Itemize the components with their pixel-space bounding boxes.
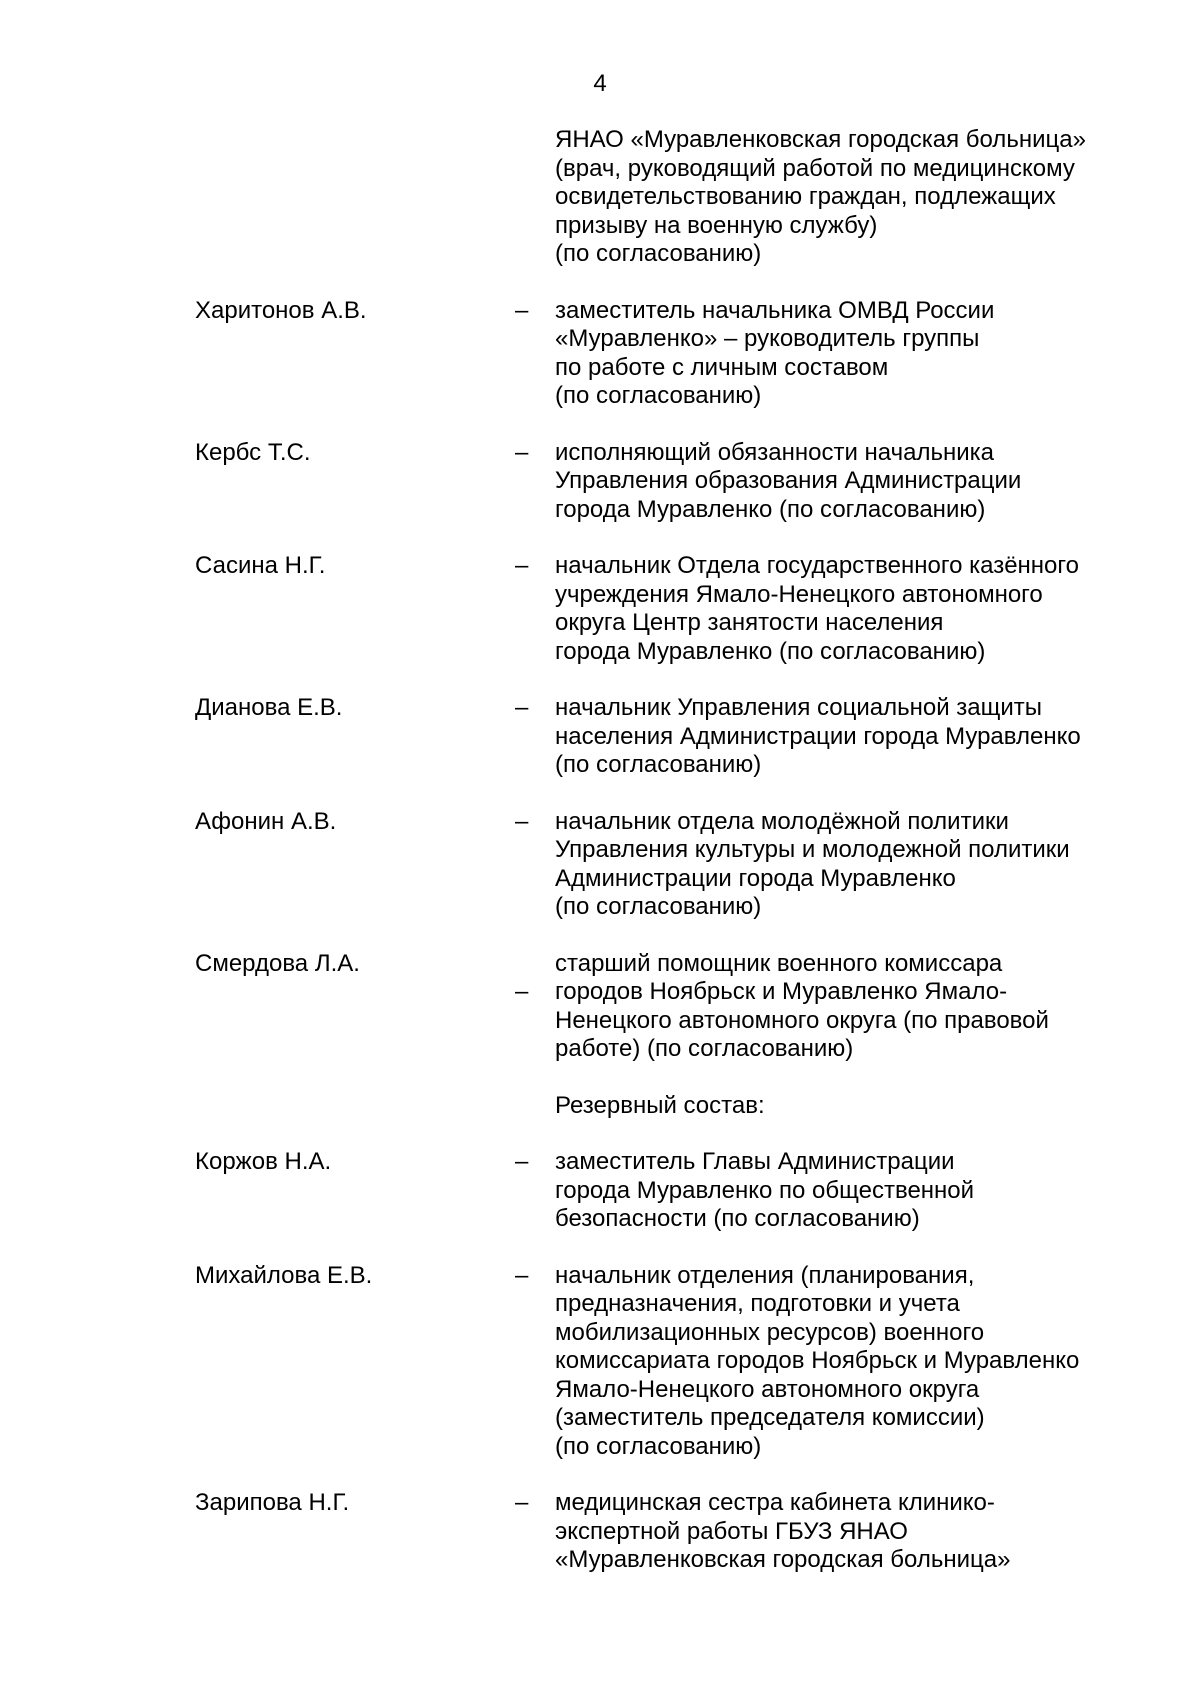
- role-line: «Муравленковская городская больница»: [555, 1546, 1011, 1573]
- role-line: экспертной работы ГБУЗ ЯНАО: [555, 1517, 908, 1545]
- role-line: городов Ноябрьск и Муравленко Ямало-: [555, 978, 1008, 1005]
- member-entry: [195, 950, 1155, 1064]
- continued-role: [555, 126, 1155, 269]
- role-line: ЯНАО «Муравленковская городская больница»: [555, 126, 1086, 153]
- member-name: Коржов Н.А.: [195, 1148, 332, 1175]
- dash-separator: –: [515, 1489, 529, 1516]
- role-line: по работе с личным составом: [555, 353, 889, 381]
- role-line: округа Центр занятости населения: [555, 609, 944, 636]
- member-role: [555, 950, 1155, 1064]
- role-line: учреждения Ямало-Ненецкого автономного: [555, 580, 1043, 608]
- member-name: Сасина Н.Г.: [195, 552, 326, 579]
- role-line: (по согласованию): [555, 382, 762, 409]
- member-role: [555, 439, 1155, 525]
- reserve-member-entry: [195, 1148, 1155, 1234]
- role-line: безопасности (по согласованию): [555, 1205, 920, 1232]
- member-entry: [195, 439, 1155, 525]
- reserve-heading: Резервный состав:: [555, 1091, 765, 1119]
- role-line: «Муравленко» – руководитель группы: [555, 325, 980, 352]
- role-line: (по согласованию): [555, 893, 762, 920]
- role-line: начальник отдела молодёжной политики: [555, 807, 1009, 835]
- role-line: исполняющий обязанности начальника: [555, 438, 995, 466]
- member-role: [555, 1262, 1155, 1462]
- dash-separator: –: [515, 296, 529, 324]
- reserve-member-entry: [195, 1262, 1155, 1462]
- member-name: Смердова Л.А.: [195, 949, 360, 977]
- member-name: Кербс Т.С.: [195, 438, 311, 466]
- role-line: медицинская сестра кабинета клинико-: [555, 1489, 995, 1516]
- member-name: Дианова Е.В.: [195, 694, 343, 721]
- role-line: города Муравленко (по согласованию): [555, 637, 986, 665]
- role-line: призыву на военную службу): [555, 211, 878, 239]
- page-number: 4: [593, 70, 607, 97]
- role-line: (по согласованию): [555, 240, 762, 267]
- member-name: Зарипова Н.Г.: [195, 1489, 350, 1516]
- member-entry: [195, 694, 1155, 780]
- member-entry: [195, 552, 1155, 666]
- role-line: мобилизационных ресурсов) военного: [555, 1318, 985, 1346]
- role-line: старший помощник военного комиссара: [555, 949, 1003, 977]
- role-line: (врач, руководящий работой по медицинскому: [555, 154, 1075, 182]
- role-line: предназначения, подготовки и учета: [555, 1290, 960, 1317]
- dash-separator: –: [515, 552, 529, 579]
- member-name: Афонин А.В.: [195, 807, 337, 835]
- member-role: [555, 1489, 1155, 1575]
- role-line: Управления образования Администрации: [555, 467, 1022, 494]
- member-entry: [195, 808, 1155, 922]
- member-entry: [195, 297, 1155, 411]
- role-line: освидетельствованию граждан, подлежащих: [555, 183, 1056, 210]
- member-role: [555, 808, 1155, 922]
- document-body: [195, 126, 1155, 1575]
- dash-separator: –: [515, 438, 529, 466]
- role-line: города Муравленко (по согласованию): [555, 495, 986, 523]
- role-line: (заместитель председателя комиссии): [555, 1404, 985, 1431]
- role-line: Ненецкого автономного округа (по правовой: [555, 1006, 1049, 1034]
- role-line: Ямало-Ненецкого автономного округа: [555, 1375, 980, 1403]
- member-name: Михайлова Е.В.: [195, 1261, 373, 1289]
- member-name: Харитонов А.В.: [195, 296, 367, 324]
- member-role: [555, 297, 1155, 411]
- role-line: комиссариата городов Ноябрьск и Муравленко: [555, 1347, 1080, 1374]
- dash-separator: –: [515, 1261, 529, 1289]
- dash-separator: –: [515, 978, 529, 1005]
- role-line: заместитель начальника ОМВД России: [555, 296, 995, 324]
- role-line: заместитель Главы Администрации: [555, 1148, 955, 1175]
- role-line: начальник Управления социальной защиты: [555, 694, 1043, 721]
- dash-separator: –: [515, 694, 529, 721]
- dash-separator: –: [515, 1148, 529, 1175]
- role-line: (по согласованию): [555, 1432, 762, 1460]
- role-line: населения Администрации города Муравленко: [555, 722, 1081, 750]
- dash-separator: –: [515, 807, 529, 835]
- role-line: (по согласованию): [555, 751, 762, 778]
- role-line: начальник отделения (планирования,: [555, 1261, 975, 1289]
- role-line: города Муравленко по общественной: [555, 1176, 975, 1204]
- role-line: начальник Отдела государственного казённого: [555, 552, 1079, 579]
- member-role: [555, 552, 1155, 666]
- member-role: [555, 694, 1155, 780]
- role-line: работе) (по согласованию): [555, 1035, 854, 1062]
- role-line: Управления культуры и молодежной политики: [555, 836, 1070, 863]
- role-line: Администрации города Муравленко: [555, 864, 956, 892]
- member-role: [555, 1148, 1155, 1234]
- reserve-member-entry: [195, 1489, 1155, 1575]
